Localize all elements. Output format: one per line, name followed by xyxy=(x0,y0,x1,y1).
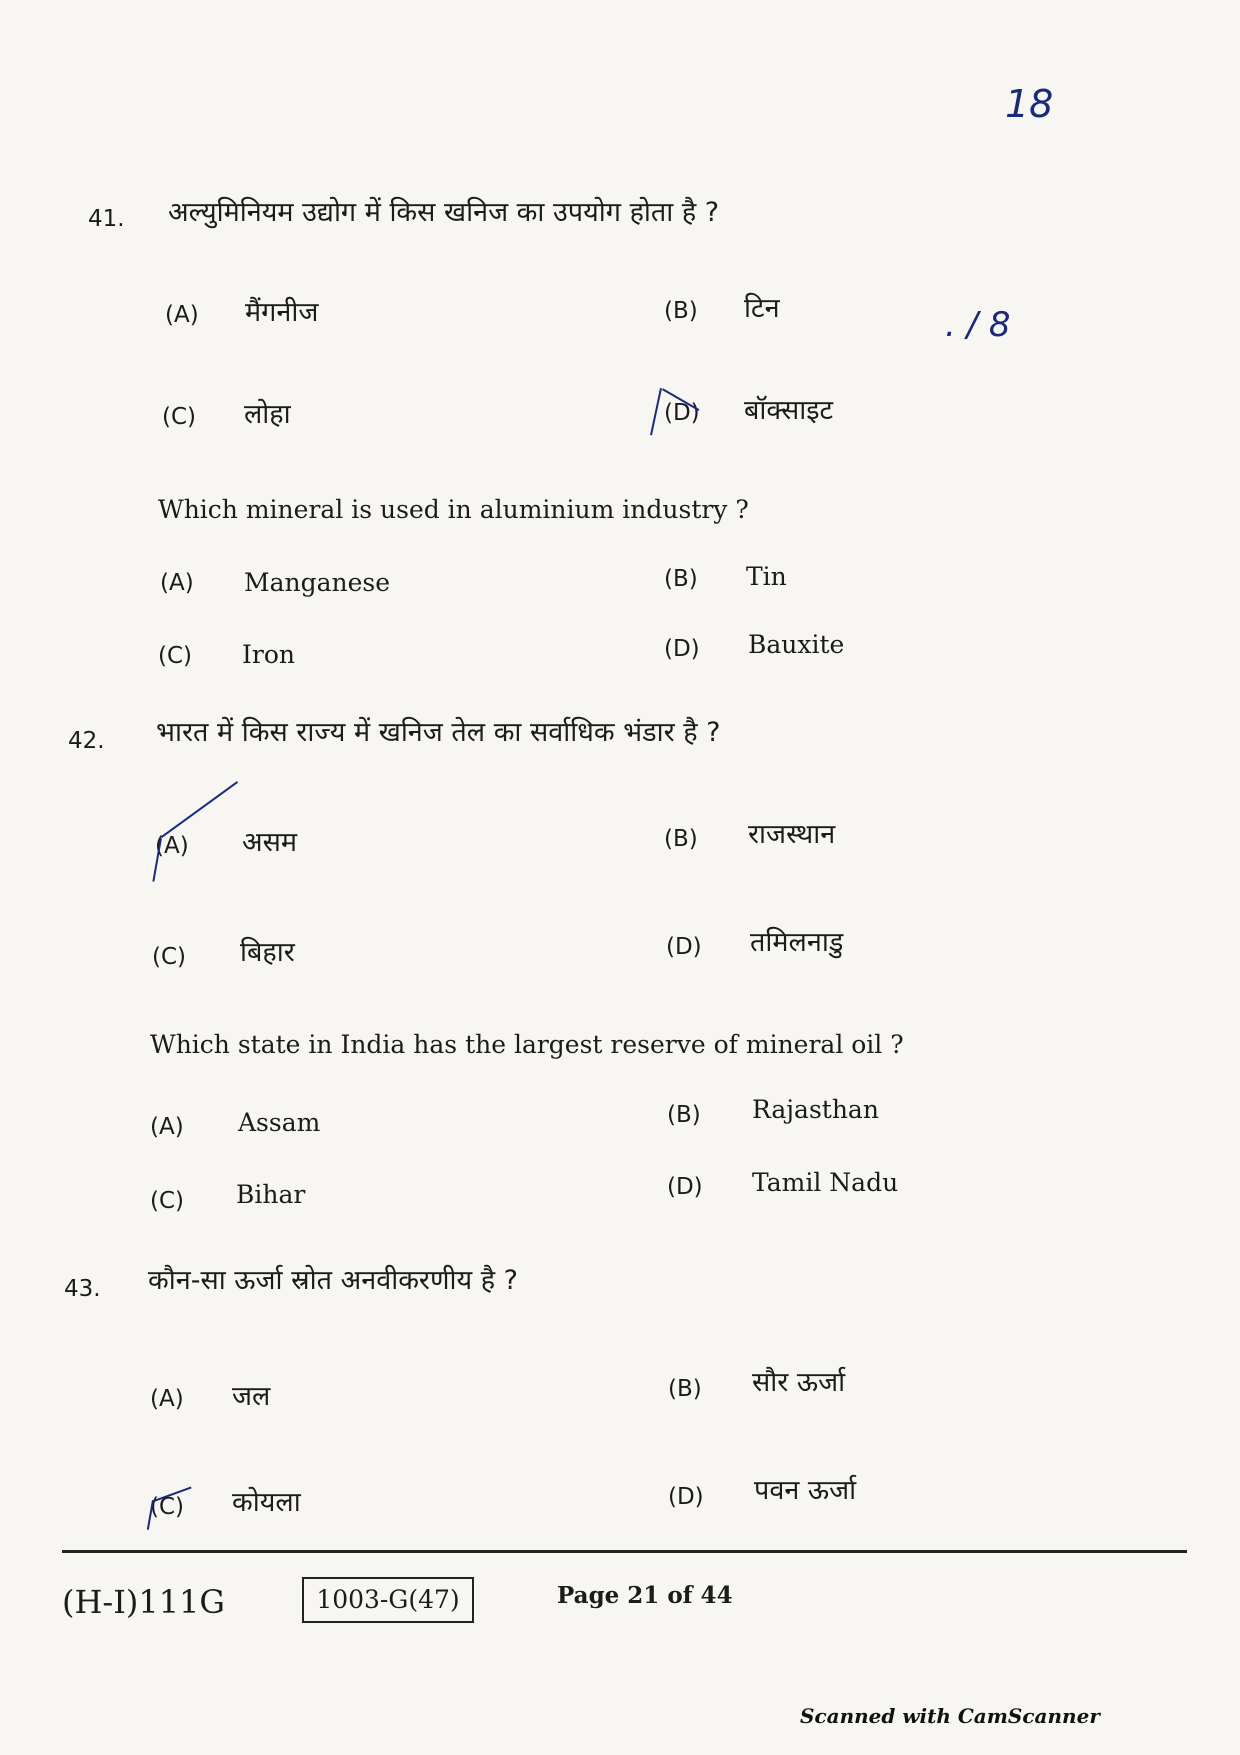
option-letter: (A) xyxy=(165,302,199,328)
answer-tick-mark xyxy=(650,388,662,435)
option-text-english: Rajasthan xyxy=(752,1095,879,1124)
option-text-hindi: सौर ऊर्जा xyxy=(752,1367,846,1398)
page-mark: 18 xyxy=(1005,82,1054,126)
option-text-hindi: जल xyxy=(232,1381,271,1412)
option-letter: (C) xyxy=(150,1494,185,1520)
page-number: Page 21 of 44 xyxy=(557,1582,733,1609)
question-text-hindi: भारत में किस राज्य में खनिज तेल का सर्वाधिक भंडार है ? xyxy=(156,717,721,748)
option-text-english: Tin xyxy=(746,562,787,591)
margin-mark: . / 8 xyxy=(945,305,1011,345)
option-text-english: Bauxite xyxy=(748,630,845,659)
option-letter: (A) xyxy=(150,1114,184,1140)
option-letter: (B) xyxy=(664,298,698,324)
question-number: 42. xyxy=(68,728,105,754)
option-letter: (A) xyxy=(150,1386,184,1412)
option-letter: (D) xyxy=(664,400,700,426)
option-letter: (B) xyxy=(664,566,698,592)
footer-divider xyxy=(62,1550,1187,1553)
option-text-hindi: तमिलनाडु xyxy=(750,927,844,958)
question-number: 41. xyxy=(88,206,125,232)
option-letter: (B) xyxy=(668,1376,702,1402)
option-text-english: Bihar xyxy=(236,1180,306,1209)
question-text-english: Which mineral is used in aluminium industry ? xyxy=(158,495,749,524)
question-text-english: Which state in India has the largest reserve of mineral oil ? xyxy=(150,1030,904,1059)
answer-tick-mark xyxy=(161,781,238,838)
option-text-hindi: कोयला xyxy=(232,1487,301,1518)
option-letter: (A) xyxy=(155,833,189,859)
option-text-english: Manganese xyxy=(244,568,391,597)
question-number: 43. xyxy=(64,1276,101,1302)
option-letter: (D) xyxy=(664,636,700,662)
option-text-hindi: असम xyxy=(242,827,298,858)
option-letter: (D) xyxy=(667,1174,703,1200)
option-text-hindi: बिहार xyxy=(240,937,295,968)
question-text-hindi: अल्युमिनियम उद्योग में किस खनिज का उपयोग होता है ? xyxy=(168,197,720,228)
option-letter: (B) xyxy=(664,826,698,852)
option-text-english: Iron xyxy=(242,640,295,669)
option-text-hindi: लोहा xyxy=(244,399,291,430)
option-letter: (C) xyxy=(150,1188,185,1214)
option-letter: (D) xyxy=(666,934,702,960)
option-letter: (C) xyxy=(162,404,197,430)
option-text-hindi: टिन xyxy=(744,293,780,324)
option-text-hindi: मैंगनीज xyxy=(245,297,319,328)
option-letter: (A) xyxy=(160,570,194,596)
option-letter: (C) xyxy=(158,643,193,669)
option-letter: (B) xyxy=(667,1102,701,1128)
option-text-english: Assam xyxy=(238,1108,321,1137)
question-text-hindi: कौन-सा ऊर्जा स्रोत अनवीकरणीय है ? xyxy=(148,1265,518,1296)
option-text-hindi: राजस्थान xyxy=(748,819,836,850)
option-letter: (C) xyxy=(152,944,187,970)
option-letter: (D) xyxy=(668,1484,704,1510)
option-text-hindi: बॉक्साइट xyxy=(744,395,834,426)
scanner-watermark: Scanned with CamScanner xyxy=(800,1704,1100,1728)
option-text-hindi: पवन ऊर्जा xyxy=(754,1475,857,1506)
booklet-code-box: 1003-G(47) xyxy=(302,1577,474,1623)
paper-code: (H-I)111G xyxy=(62,1583,225,1621)
option-text-english: Tamil Nadu xyxy=(752,1168,899,1197)
